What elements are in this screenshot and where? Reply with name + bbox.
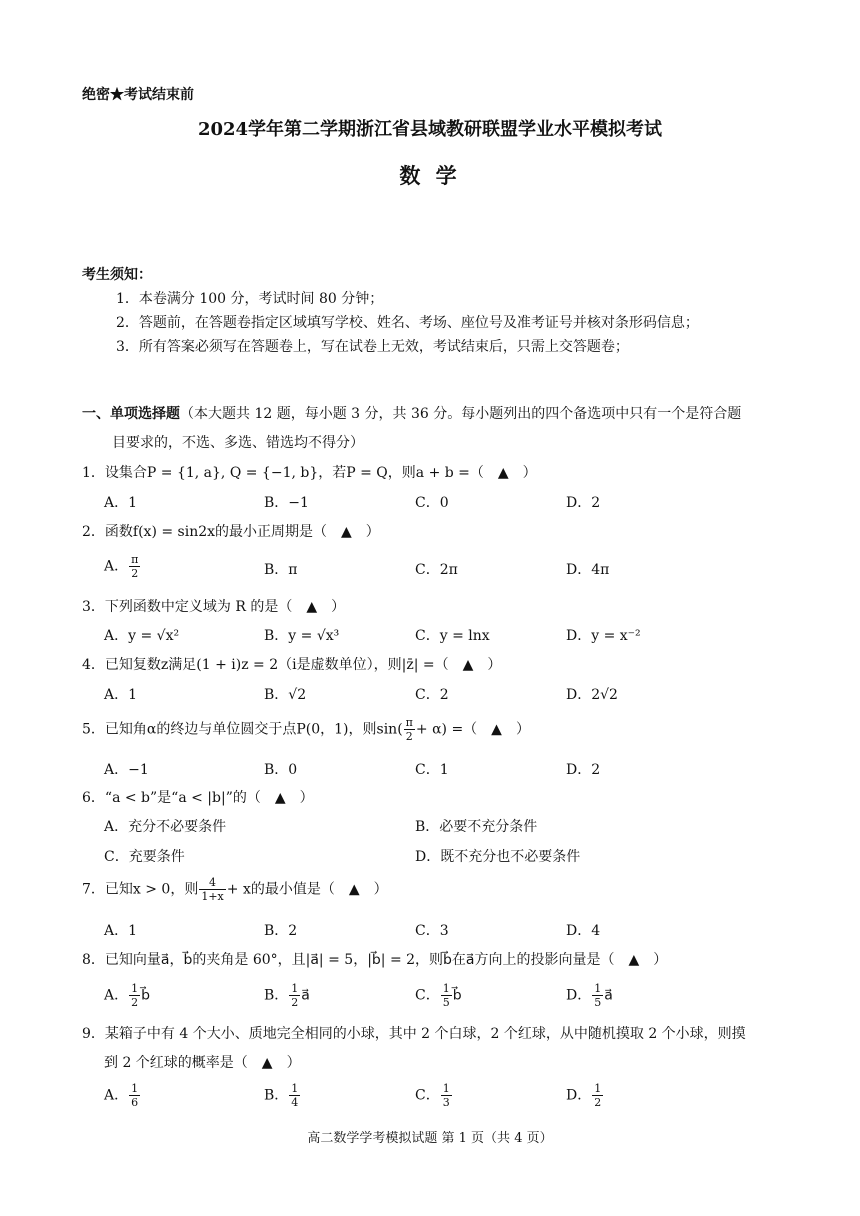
subject-title: 数 学	[399, 163, 461, 188]
option-a: A．充分不必要条件	[104, 819, 227, 835]
question-stem: 8．已知向量a⃗，b⃗的夹角是 60°，且|a⃗| = 5，|b⃗| = 2，则b⃗在a⃗方向上的投影向量是（ ▲ ）	[82, 952, 668, 968]
option-c: C． $\frac{1}{3}$	[415, 1082, 450, 1109]
option-b: B．π	[264, 562, 298, 578]
fraction: $\frac{1}{2}$	[131, 982, 139, 1009]
fraction: $\frac{1}{5}$	[442, 982, 450, 1009]
option-b: B．0	[264, 762, 298, 778]
option-b: B．y = √x³	[264, 628, 340, 644]
option-c: C．充要条件	[104, 849, 185, 865]
option-a: A． $\frac{1}{2}$ b⃗	[104, 982, 151, 1009]
option-a: A．1	[104, 495, 138, 511]
option-b: B．必要不充分条件	[415, 819, 538, 835]
option-a: A． $\frac{\pi}{2}$	[104, 553, 139, 580]
option-d: D．2	[566, 495, 601, 511]
confidential-label: 绝密★考试结束前	[82, 87, 194, 103]
option-b: B．−1	[264, 495, 309, 511]
option-c: C． $\frac{1}{5}$ b⃗	[415, 982, 462, 1009]
fraction: $\frac{1}{6}$	[131, 1082, 139, 1109]
exam-title: 2024学年第二学期浙江省县域教研联盟学业水平模拟考试	[197, 119, 663, 140]
option-c: C．y = lnx	[415, 628, 490, 644]
section-description-cont: 目要求的，不选、多选、错选均不得分）	[112, 435, 364, 451]
notice-item: 3．所有答案必须写在答题卷上，写在试卷上无效，考试结束后，只需上交答题卷；	[116, 339, 629, 355]
option-b: B． $\frac{1}{2}$ a⃗	[264, 982, 310, 1009]
fraction: $\frac{\pi}{2}$	[405, 716, 413, 743]
question-stem: 3．下列函数中定义域为 R 的是（ ▲ ）	[82, 599, 346, 615]
option-c: C．2	[415, 687, 449, 703]
fraction: $\frac{1}{2}$	[291, 982, 299, 1009]
question-stem: 2．函数f(x) = sin2x的最小正周期是（ ▲ ）	[82, 524, 380, 540]
option-a: A．1	[104, 687, 138, 703]
question-stem: 4．已知复数z满足(1 + i)z = 2（i是虚数单位），则|z̄| =（ ▲ ）	[82, 657, 502, 673]
option-d: D．既不充分也不必要条件	[415, 849, 581, 865]
question-stem: 9．某箱子中有 4 个大小、质地完全相同的小球，其中 2 个白球，2 个红球，从中随机摸取 2 个小球，则摸	[82, 1026, 746, 1042]
question-stem-cont: 到 2 个红球的概率是（ ▲ ）	[104, 1055, 301, 1071]
option-c: C．1	[415, 762, 449, 778]
option-a: A．−1	[104, 762, 149, 778]
option-a: A． $\frac{1}{6}$	[104, 1082, 139, 1109]
option-b: B．2	[264, 923, 298, 939]
option-d: D．2	[566, 762, 601, 778]
section-heading	[82, 403, 741, 423]
option-a: A．y = √x²	[104, 628, 180, 644]
option-d: D．2√2	[566, 687, 618, 703]
option-b: B． $\frac{1}{4}$	[264, 1082, 299, 1109]
option-b: B．√2	[264, 687, 307, 703]
option-d: D．4	[566, 923, 601, 939]
option-d: D． $\frac{1}{2}$	[566, 1082, 602, 1109]
fraction: $\frac{4}{1+x}$	[201, 876, 224, 903]
section-title: 一、单项选择题	[82, 406, 180, 422]
page-footer: 高二数学学考模拟试题 第 1 页（共 4 页）	[307, 1131, 553, 1146]
option-a: A．1	[104, 923, 138, 939]
question-stem: 5．已知角α的终边与单位圆交于点P(0，1)，则sin( $\frac{\pi}{2}$ + α) =（ ▲ ）	[82, 716, 530, 743]
fraction: $\frac{1}{5}$	[594, 982, 602, 1009]
question-stem: 1．设集合P = {1, a}, Q = {−1, b}，若P = Q，则a + b =（ ▲ ）	[82, 465, 537, 481]
question-stem: 6．“a < b”是“a < |b|”的（ ▲ ）	[82, 790, 314, 806]
fraction: $\frac{\pi}{2}$	[131, 553, 139, 580]
notice-item: 1．本卷满分 100 分，考试时间 80 分钟；	[116, 291, 384, 307]
option-d: D．y = x⁻²	[566, 628, 641, 644]
option-c: C．3	[415, 923, 449, 939]
question-stem: 7．已知x > 0，则 $\frac{4}{1+x}$ + x的最小值是（ ▲ ）	[82, 876, 388, 903]
section-description: （本大题共 12 题，每小题 3 分，共 36 分。每小题列出的四个备选项中只有一个是符合题	[180, 406, 742, 422]
option-d: D．4π	[566, 562, 610, 578]
option-c: C．0	[415, 495, 449, 511]
option-c: C．2π	[415, 562, 458, 578]
fraction: $\frac{1}{2}$	[594, 1082, 602, 1109]
fraction: $\frac{1}{4}$	[291, 1082, 299, 1109]
notice-heading: 考生须知：	[82, 267, 152, 283]
fraction: $\frac{1}{3}$	[442, 1082, 450, 1109]
notice-item: 2．答题前，在答题卷指定区域填写学校、姓名、考场、座位号及准考证号并核对条形码信息；	[116, 315, 699, 331]
option-d: D． $\frac{1}{5}$ a⃗	[566, 982, 613, 1009]
